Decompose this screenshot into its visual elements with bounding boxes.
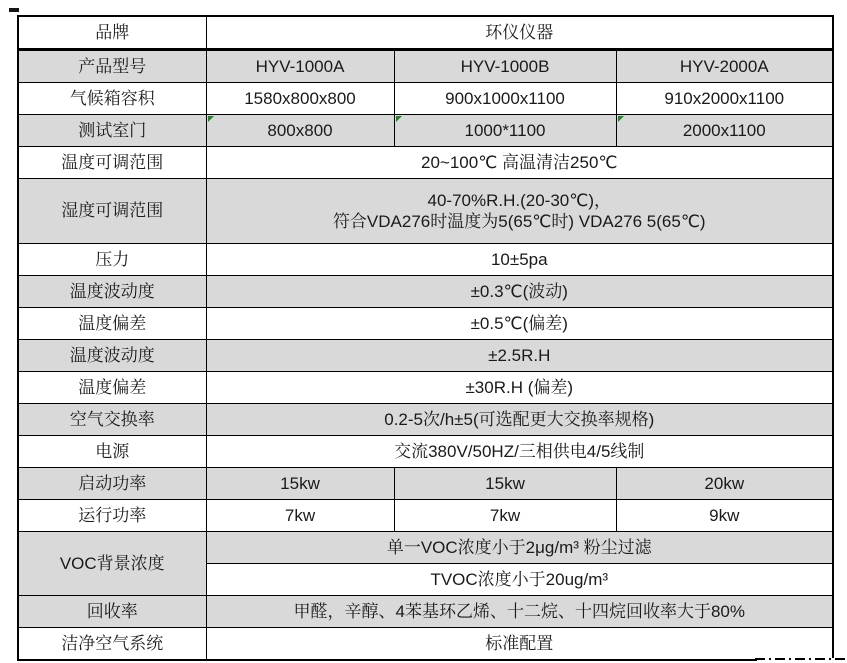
row-humidity-fluctuation (18, 340, 833, 372)
door-value-3: 2000x1100 (682, 120, 766, 140)
humidity-range-line-2: 符合VDA276时温度为5(65℃时) VDA276 5(65℃) (332, 212, 706, 231)
page-break-dash-icon (9, 8, 19, 12)
row-model (18, 50, 833, 83)
humidity-deviation-label-cell: 温度偏差 (18, 372, 206, 404)
humidity-range-lines (211, 190, 829, 233)
brand-label-cell: 品牌 (18, 16, 206, 50)
humidity-deviation-value-cell: ±30R.H (偏差) (206, 372, 833, 404)
row-temp-fluctuation (18, 276, 833, 308)
running-power-value-cell-2: 7kw (394, 500, 616, 532)
door-value-1: 800x800 (267, 120, 333, 140)
spec-table-wrapper (17, 15, 832, 661)
row-temp-range (18, 147, 833, 179)
running-power-value-cell-3: 9kw (616, 500, 833, 532)
temp-fluctuation-value-cell: ±0.3℃(波动) (206, 276, 833, 308)
voc-background-value-cell-2: TVOC浓度小于20ug/m³ (206, 564, 833, 596)
door-value-cell-1 (206, 115, 394, 147)
humidity-range-line-1: 40-70%R.H.(20-30℃)， (427, 190, 611, 210)
volume-value-cell-3: 910x2000x1100 (616, 83, 833, 115)
row-humidity-range (18, 179, 833, 244)
power-supply-value-cell: 交流380V/50HZ/三相供电4/5线制 (206, 436, 833, 468)
model-value-cell-3: HYV-2000A (616, 50, 833, 83)
page-break-dashdot-line (755, 658, 847, 660)
row-startup-power (18, 468, 833, 500)
humidity-fluctuation-label-cell: 温度波动度 (18, 340, 206, 372)
door-label-cell: 测试室门 (18, 115, 206, 147)
air-exchange-label-cell: 空气交换率 (18, 404, 206, 436)
startup-power-label-cell: 启动功率 (18, 468, 206, 500)
recovery-value-cell: 甲醛，辛醇、4苯基环乙烯、十二烷、十四烷回收率大于80% (206, 596, 833, 628)
temp-deviation-value-cell: ±0.5℃(偏差) (206, 308, 833, 340)
running-power-label-cell: 运行功率 (18, 500, 206, 532)
voc-background-label-cell: VOC背景浓度 (18, 532, 206, 596)
cell-error-triangle-icon (208, 116, 214, 122)
spec-table (17, 15, 834, 661)
volume-label-cell: 气候箱容积 (18, 83, 206, 115)
model-value-cell-2: HYV-1000B (394, 50, 616, 83)
pressure-value-cell: 10±5pa (206, 244, 833, 276)
row-voc-background-1 (18, 532, 833, 564)
row-brand (18, 16, 833, 50)
clean-air-label-cell: 洁净空气系统 (18, 628, 206, 661)
door-value-2: 1000*1100 (464, 120, 546, 140)
row-running-power (18, 500, 833, 532)
row-pressure (18, 244, 833, 276)
row-volume (18, 83, 833, 115)
humidity-fluctuation-value-cell: ±2.5R.H (206, 340, 833, 372)
startup-power-value-cell-2: 15kw (394, 468, 616, 500)
door-value-cell-2 (394, 115, 616, 147)
startup-power-value-cell-3: 20kw (616, 468, 833, 500)
temp-range-label-cell: 温度可调范围 (18, 147, 206, 179)
clean-air-value-cell: 标准配置 (206, 628, 833, 661)
row-air-exchange (18, 404, 833, 436)
temp-fluctuation-label-cell: 温度波动度 (18, 276, 206, 308)
brand-value-cell: 环仪仪器 (206, 16, 833, 50)
cell-error-triangle-icon (396, 116, 402, 122)
voc-background-value-cell-1: 单一VOC浓度小于2μg/m³ 粉尘过滤 (206, 532, 833, 564)
row-door (18, 115, 833, 147)
humidity-range-label-cell: 湿度可调范围 (18, 179, 206, 244)
model-value-cell-1: HYV-1000A (206, 50, 394, 83)
temp-range-value-cell: 20~100℃ 高温清洁250℃ (206, 147, 833, 179)
row-recovery (18, 596, 833, 628)
humidity-range-value-cell (206, 179, 833, 244)
row-clean-air (18, 628, 833, 661)
model-label-cell: 产品型号 (18, 50, 206, 83)
row-power-supply (18, 436, 833, 468)
air-exchange-value-cell: 0.2-5次/h±5(可选配更大交换率规格) (206, 404, 833, 436)
row-humidity-deviation (18, 372, 833, 404)
power-supply-label-cell: 电源 (18, 436, 206, 468)
cell-error-triangle-icon (618, 116, 624, 122)
recovery-label-cell: 回收率 (18, 596, 206, 628)
pressure-label-cell: 压力 (18, 244, 206, 276)
startup-power-value-cell-1: 15kw (206, 468, 394, 500)
temp-deviation-label-cell: 温度偏差 (18, 308, 206, 340)
door-value-cell-3 (616, 115, 833, 147)
volume-value-cell-1: 1580x800x800 (206, 83, 394, 115)
running-power-value-cell-1: 7kw (206, 500, 394, 532)
row-temp-deviation (18, 308, 833, 340)
volume-value-cell-2: 900x1000x1100 (394, 83, 616, 115)
